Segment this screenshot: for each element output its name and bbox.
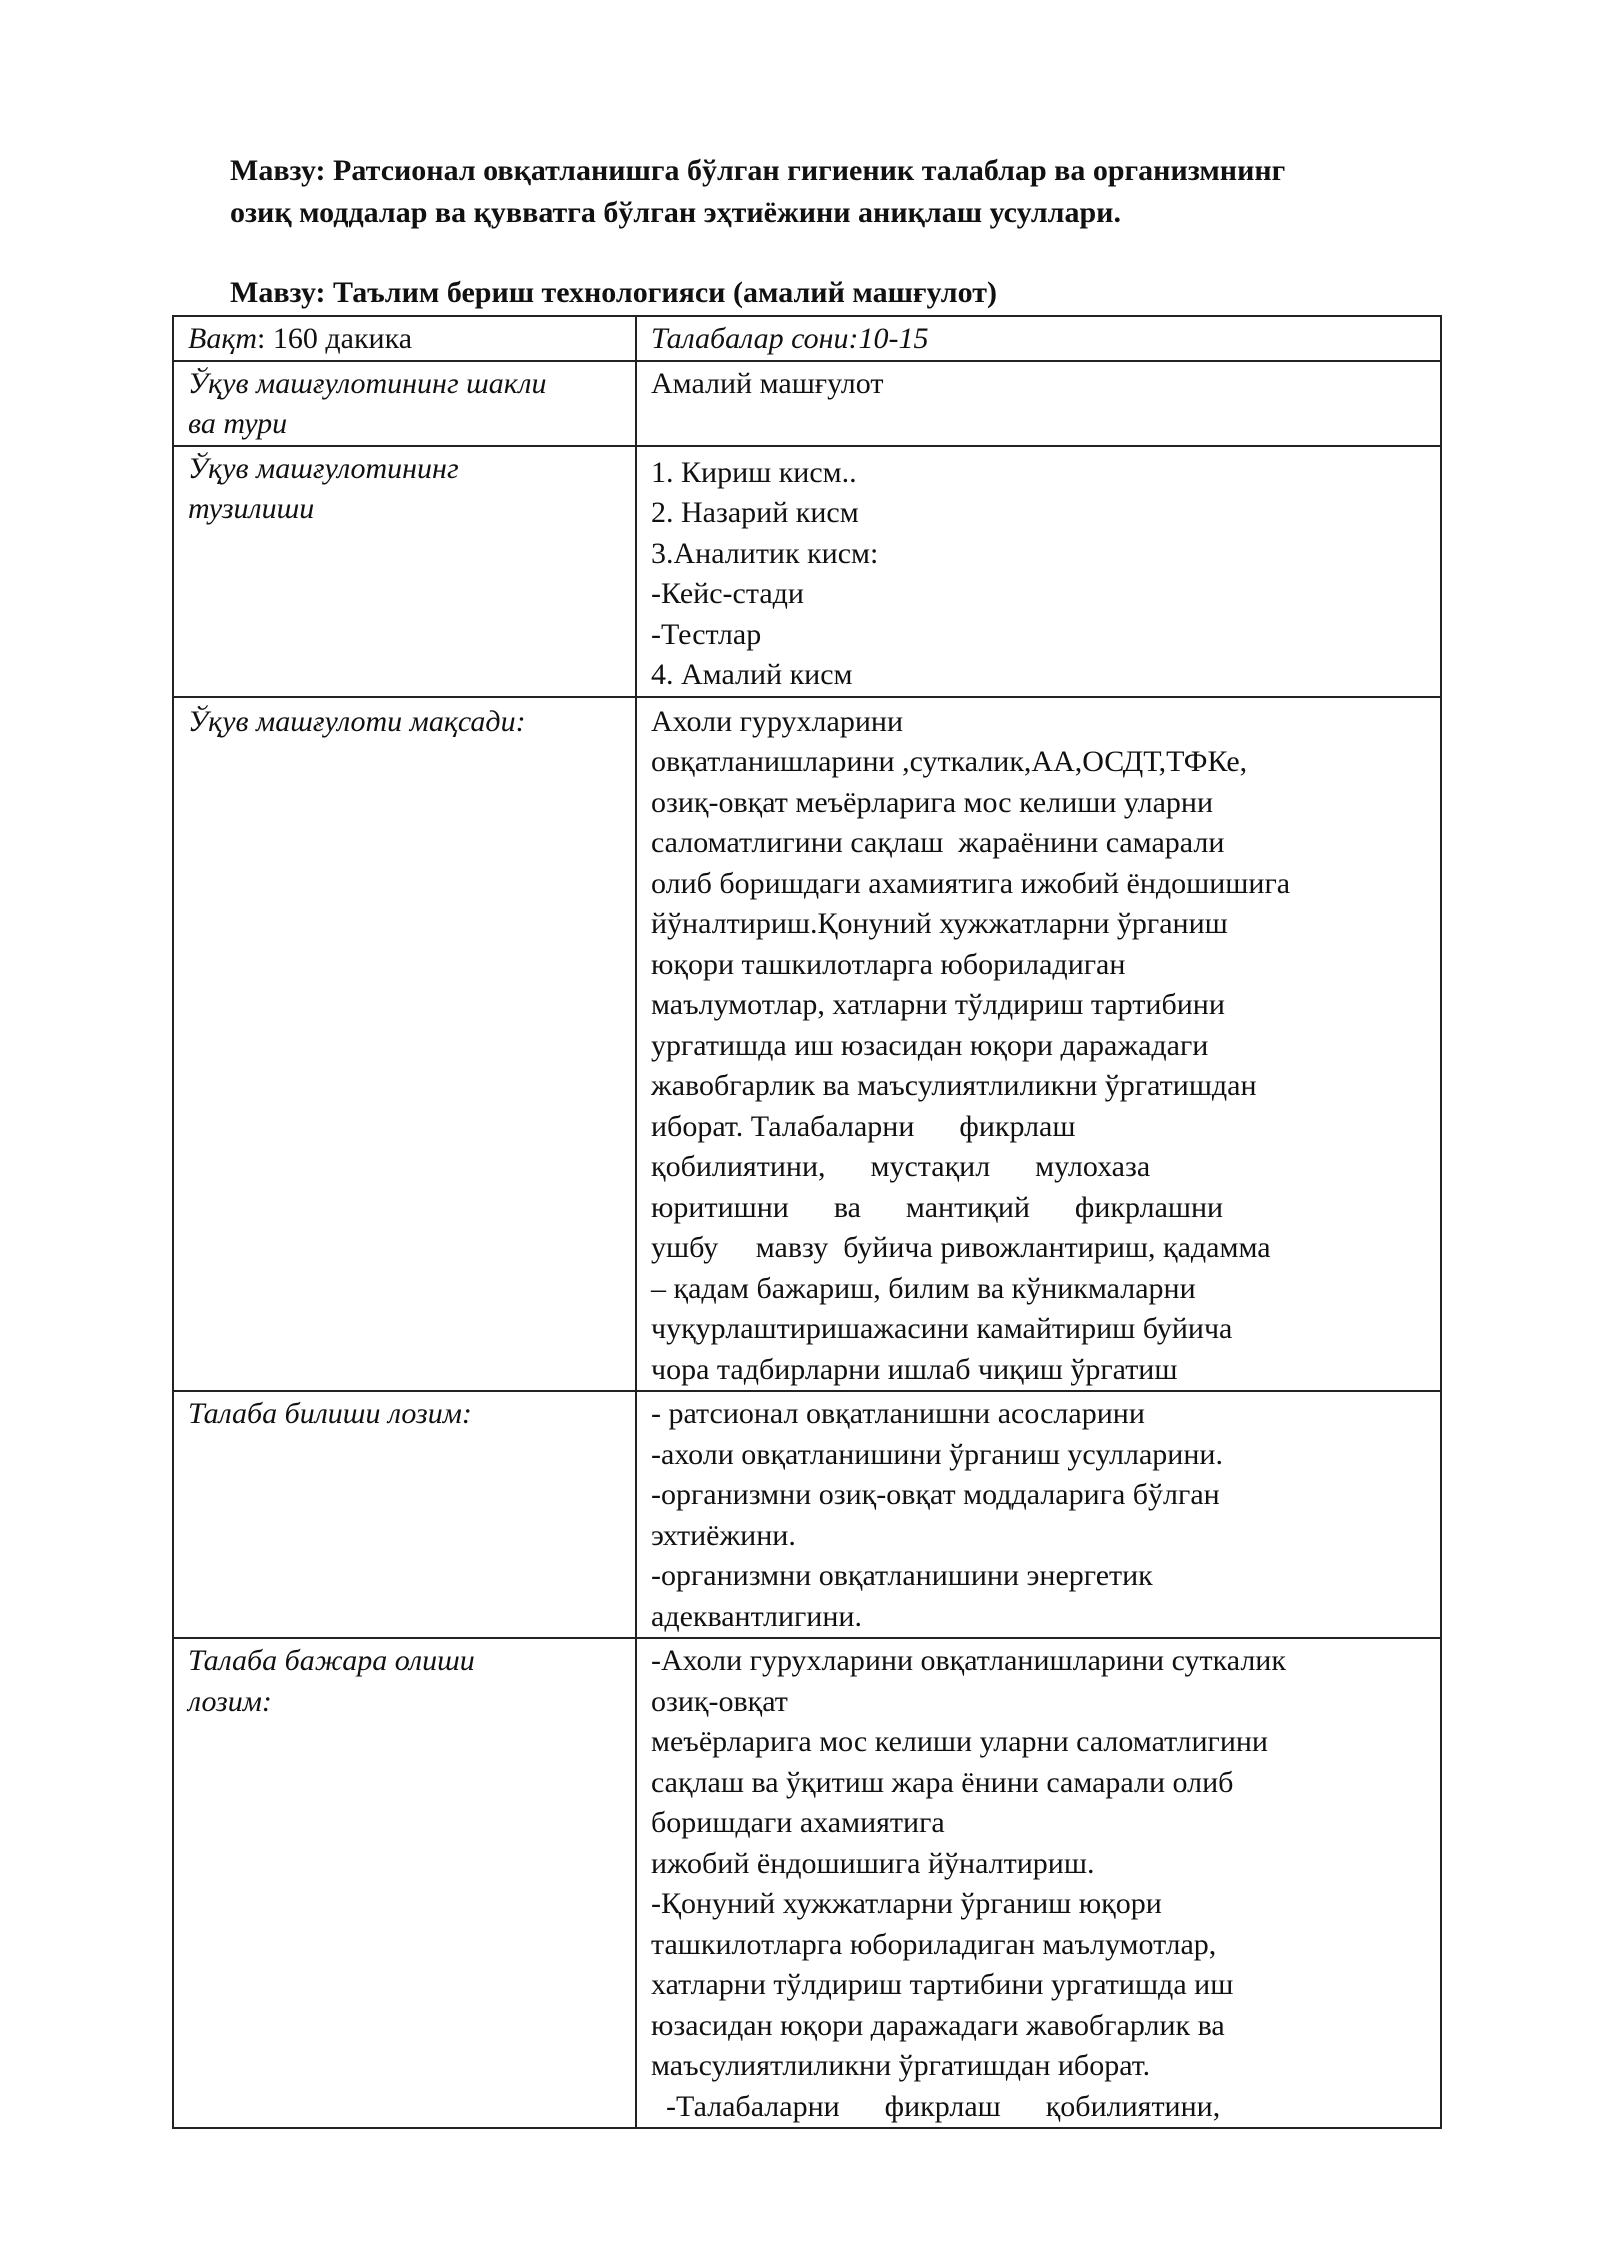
text-line: сақлаш ва ўқитиш жара ёнини самарали олиб <box>651 1765 1234 1799</box>
text-line: юзасидан юқори даражадаги жавобгарлик ва <box>651 2008 1225 2042</box>
time-label: Вақт <box>188 322 258 355</box>
text-line: ушбу мавзу буйича ривожлантириш, қадамма <box>651 1231 1271 1264</box>
text-line: -организмни озиқ-овқат моддаларига бўлган <box>651 1478 1220 1511</box>
text-line: иборат. Талабаларни фикрлаш <box>651 1109 1076 1143</box>
students-count: Талабалар сони:10-15 <box>636 316 1441 361</box>
table-row-time <box>173 316 1441 361</box>
label-line: Ўқув машғулотининг <box>188 451 459 485</box>
text-line: адеквантлигини. <box>651 1599 862 1633</box>
table-row-structure <box>173 446 1441 697</box>
label-line: Талаба бажара олиши <box>188 1644 475 1677</box>
text-line: Ахоли гурухларини <box>651 704 904 738</box>
text-line: чуқурлаштиришажасини камайтириш буйича <box>651 1312 1233 1345</box>
text-line: озиқ-овқат меъёрларига мос келиши уларни <box>651 785 1214 819</box>
do-value <box>636 1638 1441 2128</box>
text-line: -ахоли овқатланишини ўрганиш усулларини. <box>651 1437 1223 1471</box>
topic-line: озиқ моддалар ва қувватга бўлган эҳтиёжини аниқлаш усуллари. <box>230 196 1121 229</box>
goal-value <box>636 697 1441 1392</box>
know-value <box>636 1391 1441 1638</box>
text-line: озиқ-овқат <box>651 1684 788 1718</box>
time-value: : 160 дакика <box>257 322 413 355</box>
text-line: юқори ташкилотларга юбориладиган <box>651 947 1126 981</box>
text-line: ташкилотларга юбориладиган маълумотлар, <box>651 1927 1217 1961</box>
subtopic-heading: Мавзу: Таълим бериш технологияси (амалий машғулот) <box>230 276 997 309</box>
text-line: овқатланишларини ,суткалик,АА,ОСДТ,ТФКе, <box>651 745 1248 778</box>
structure-value <box>636 446 1441 697</box>
text-line: олиб боришдаги ахамиятига ижобий ёндошишига <box>651 866 1291 900</box>
label-line: ва тури <box>188 407 288 440</box>
lesson-plan-table <box>172 315 1442 2129</box>
table-row-goal <box>173 697 1441 1392</box>
do-label <box>173 1638 636 2128</box>
text-line: йўналтириш.Қонуний хужжатларни ўрганиш <box>651 907 1228 940</box>
goal-label: Ўқув машғулоти мақсади: <box>173 697 636 1392</box>
text-line: меъёрларига мос келиши уларни саломатлигини <box>651 1725 1268 1758</box>
table-row-know <box>173 1391 1441 1638</box>
text-line: боришдаги ахамиятига <box>651 1806 945 1839</box>
table-row-form <box>173 361 1441 446</box>
text-line: -Қонуний хужжатларни ўрганиш юқори <box>651 1887 1162 1920</box>
text-line: - ратсионал овқатланишни асосларини <box>651 1397 1145 1430</box>
text-line: қобилиятини, мустақил мулохаза <box>651 1150 1151 1183</box>
text-line: саломатлигини сақлаш жараёнини самарали <box>651 826 1225 859</box>
structure-label <box>173 446 636 697</box>
text-line: чора тадбирларни ишлаб чиқиш ўргатиш <box>651 1352 1178 1386</box>
label-line: тузилиши <box>188 492 315 525</box>
table-row-do <box>173 1638 1441 2128</box>
text-line: ижобий ёндошишига йўналтириш. <box>651 1846 1095 1880</box>
list-item: 3.Аналитик кисм: <box>651 536 879 570</box>
text-line: жавобгарлик ва маъсулиятлиликни ўргатишдан <box>651 1069 1257 1102</box>
list-item: 4. Амалий кисм <box>651 658 853 691</box>
label-line: Ўқув машғулотининг шакли <box>188 366 547 400</box>
label-line: лозим: <box>188 1684 272 1718</box>
text-line: -организмни овқатланишини энергетик <box>651 1559 1153 1592</box>
know-label: Талаба билиши лозим: <box>173 1391 636 1638</box>
text-line: маълумотлар, хатларни тўлдириш тартибини <box>651 988 1225 1021</box>
time-cell <box>173 316 636 361</box>
text-line: – қадам бажариш, билим ва кўникмаларни <box>651 1271 1196 1305</box>
text-line: маъсулиятлиликни ўргатишдан иборат. <box>651 2049 1151 2082</box>
text-line: юритишни ва мантиқий фикрлашни <box>651 1190 1224 1224</box>
text-line: -Ахоли гурухларини овқатланишларини суткалик <box>651 1644 1286 1677</box>
form-label <box>173 361 636 446</box>
text-line: хатларни тўлдириш тартибини ургатишда иш <box>651 1968 1234 2001</box>
text-line: -Талабаларни фикрлаш қобилиятини, <box>651 2089 1221 2123</box>
topic-line: Мавзу: Ратсионал овқатланишга бўлган гигиеник талаблар ва организмнинг <box>230 154 1286 187</box>
list-item: -Тестлар <box>651 617 762 651</box>
text-line: ургатишда иш юзасидан юқори даражадаги <box>651 1028 1209 1062</box>
list-item: -Кейс-стади <box>651 577 804 610</box>
list-item: 2. Назарий кисм <box>651 496 859 529</box>
text-line: эхтиёжини. <box>651 1518 796 1552</box>
topic-heading <box>230 150 1480 234</box>
list-item: 1. Кириш кисм.. <box>651 455 857 489</box>
form-value: Амалий машғулот <box>636 361 1441 446</box>
